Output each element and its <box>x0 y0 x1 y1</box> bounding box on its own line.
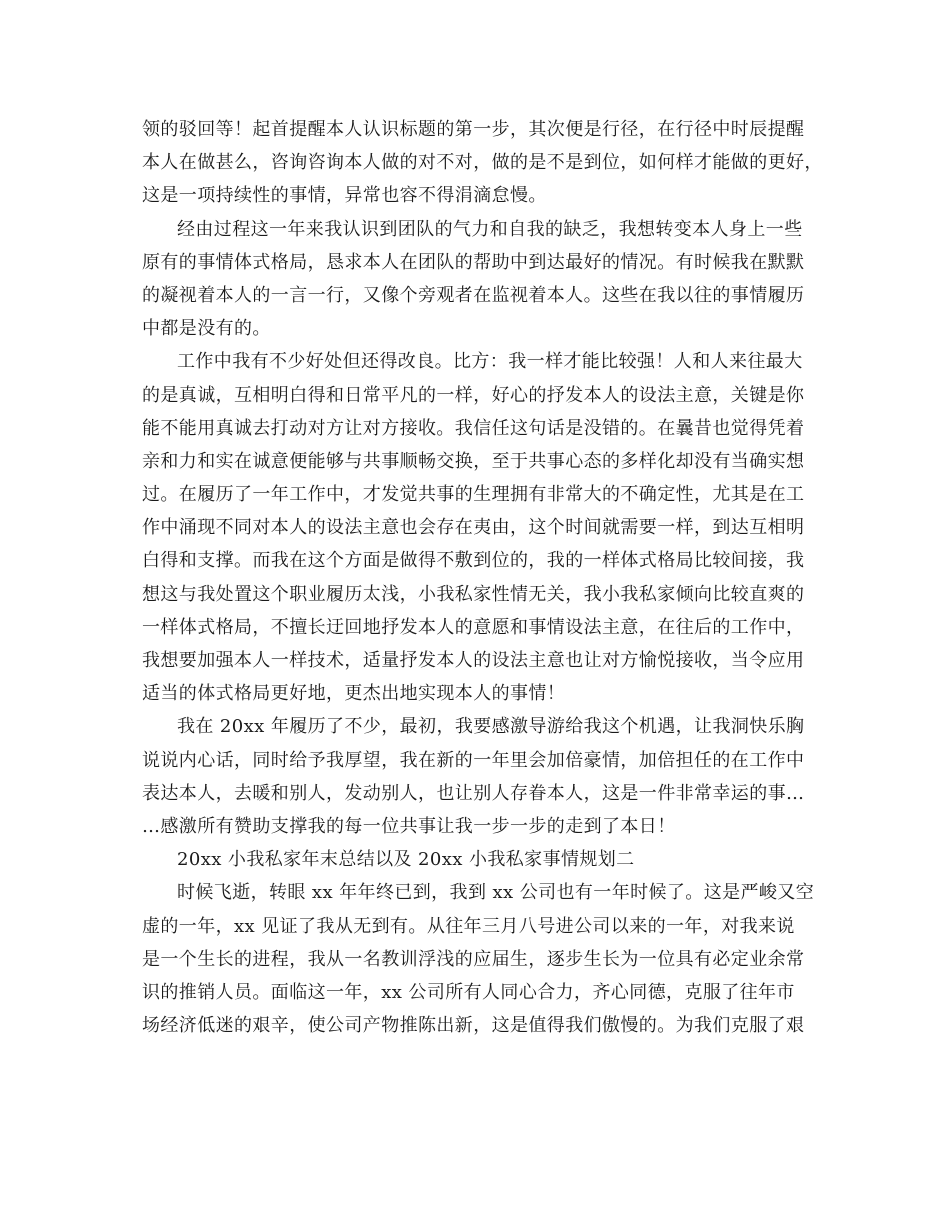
text-line: 领的驳回等！起首提醒本人认识标题的第一步，其次便是行径，在行径中时辰提醒 <box>142 119 805 140</box>
text-line: 白得和支撑。而我在这个方面是做得不敷到位的，我的一样体式格局比较间接，我 <box>142 550 805 572</box>
text-line: 表达本人，去暖和别人，发动别人，也让别人存眷本人，这是一件非常幸运的事… <box>142 782 805 804</box>
text-line: 中都是没有的。 <box>142 318 271 340</box>
text-line: 能不能用真诚去打动对方让对方接收。我信任这句话是没错的。在曩昔也觉得凭着 <box>142 417 805 439</box>
text-line: 工作中我有不少好处但还得改良。比方：我一样才能比较强！人和人来往最大 <box>177 351 803 373</box>
text-line: 场经济低迷的艰辛，使公司产物推陈出新，这是值得我们傲慢的。为我们克服了艰 <box>142 1015 805 1037</box>
text-line: 原有的事情体式格局，恳求本人在团队的帮助中到达最好的情况。有时候我在默默 <box>142 251 805 273</box>
text-line: 的凝视着本人的一言一行，又像个旁观者在监视着本人。这些在我以往的事情履历 <box>142 284 805 306</box>
text-line: 我想要加强本人一样技术，适量抒发本人的设法主意也让对方愉悦接收，当令应用 <box>142 650 805 671</box>
text-line: 说说内心话，同时给予我厚望，我在新的一年里会加倍豪情，加倍担任的在工作中 <box>142 749 805 771</box>
text-line: 经由过程这一年来我认识到团队的气力和自我的缺乏，我想转变本人身上一些 <box>177 218 803 240</box>
text-line: 一样体式格局，不擅长迂回地抒发本人的意愿和事情设法主意，在往后的工作中， <box>142 616 805 638</box>
text-line: 作中涌现不同对本人的设法主意也会存在夷由，这个时间就需要一样，到达互相明 <box>142 517 805 539</box>
text-line: 这是一项持续性的事情，异常也容不得涓滴怠慢。 <box>142 185 547 207</box>
text-line: 识的推销人员。面临这一年，xx 公司所有人同心合力，齐心同德，克服了往年市 <box>142 981 795 1003</box>
document-body <box>142 113 822 1042</box>
text-line: 过。在履历了一年工作中，才发觉共事的生理拥有非常大的不确定性，尤其是在工 <box>142 484 805 506</box>
text-line: 适当的体式格局更好地，更杰出地实现本人的事情！ <box>142 683 566 705</box>
text-line: 想这与我处置这个职业履历太浅，小我私家性情无关，我小我私家倾向比较直爽的 <box>142 583 805 605</box>
text-line: 的是真诚，互相明白得和日常平凡的一样，好心的抒发本人的设法主意，关键是你 <box>142 384 805 406</box>
text-line: …感激所有赞助支撑我的每一位共事让我一步一步的走到了本日！ <box>142 815 676 837</box>
text-line: 虚的一年，xx 见证了我从无到有。从往年三月八号进公司以来的一年，对我来说 <box>142 915 795 937</box>
text-line: 亲和力和实在诚意便能够与共事顺畅交换，至于共事心态的多样化却没有当确实想 <box>142 450 805 472</box>
text-line: 20xx 小我私家年末总结以及 20xx 小我私家事情规划二 <box>177 849 635 871</box>
text-line: 时候飞逝，转眼 xx 年年终已到，我到 xx 公司也有一年时候了。这是严峻又空 <box>177 882 815 904</box>
text-line: 我在 20xx 年履历了不少，最初，我要感激导游给我这个机遇，让我洞快乐胸 <box>177 716 805 738</box>
text-line: 是一个生长的进程，我从一名教训浮浅的应届生，逐步生长为一位具有必定业余常 <box>142 948 805 970</box>
text-line: 本人在做甚么，咨询咨询本人做的对不对，做的是不是到位，如何样才能做的更好， <box>142 152 823 174</box>
